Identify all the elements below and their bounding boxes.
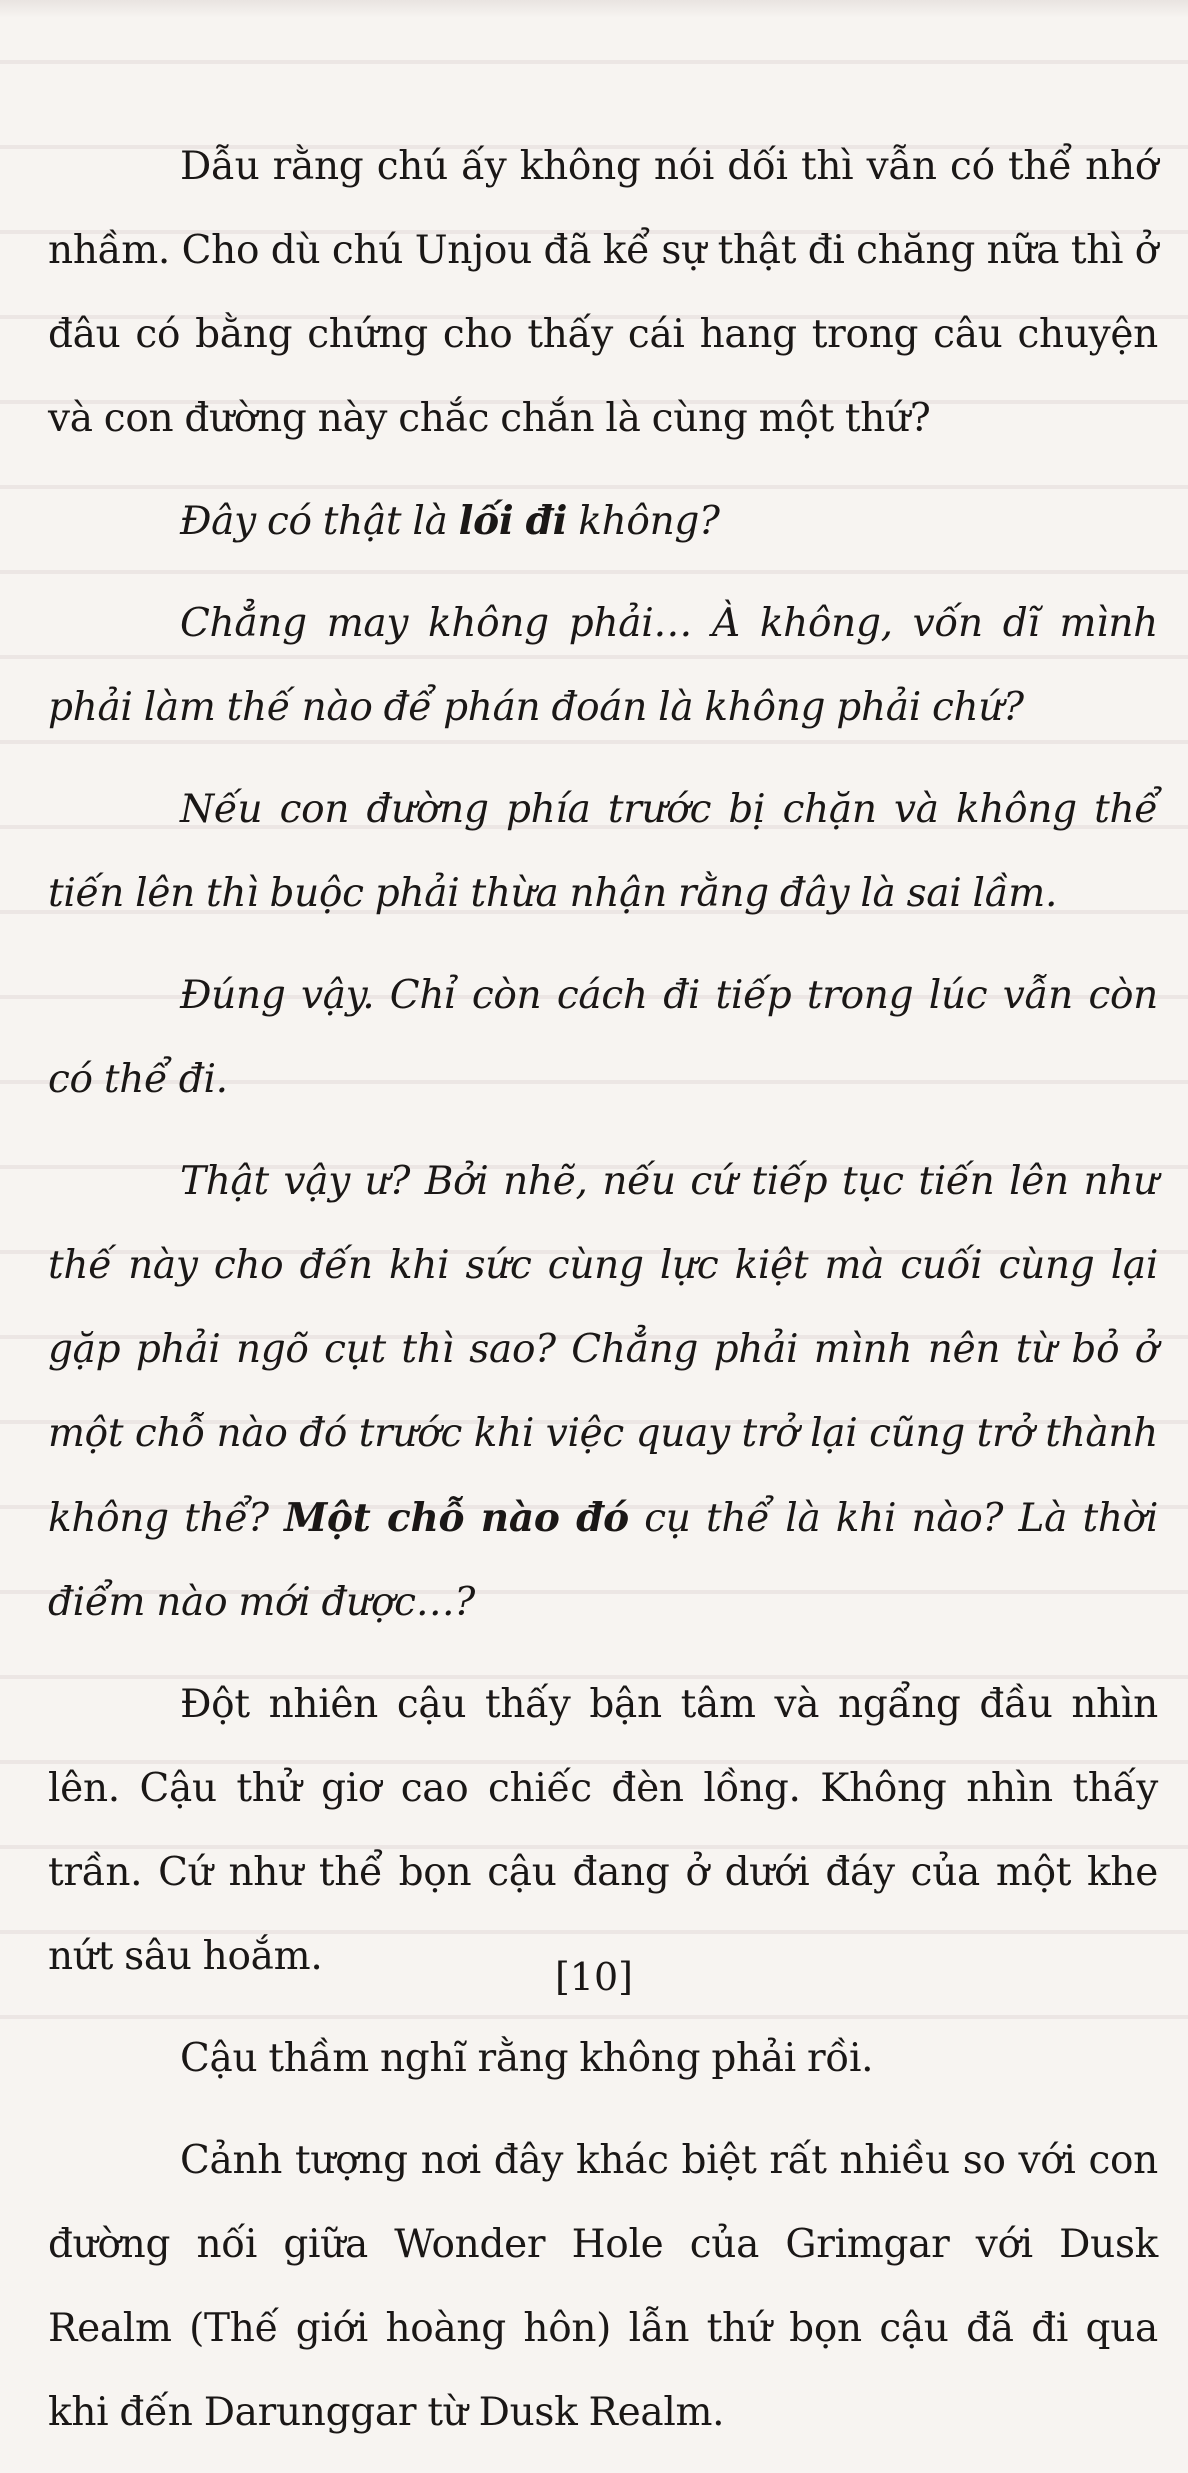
paragraph-5 <box>48 954 1158 1122</box>
paragraph-2-emphasis: lối đi <box>458 498 568 544</box>
paragraph-3 <box>48 582 1158 750</box>
paragraph-9-text: Cảnh tượng nơi đây khác biệt rất nhiều so với con đường nối giữa Wonder Hole của Grimgar với Dusk Realm (Thế giới hoàng hôn) lẫn thứ bọn cậu đã đi qua khi đến Darunggar từ Dusk Realm. <box>48 2138 1158 2435</box>
paragraph-4 <box>48 768 1158 936</box>
paragraph-6-emphasis: Một chỗ nào đó <box>284 1495 629 1541</box>
paragraph-2-text-a: Đây có thật là <box>180 499 459 544</box>
paragraph-8-text: Cậu thầm nghĩ rằng không phải rồi. <box>180 2036 874 2081</box>
paragraph-1-text: Dẫu rằng chú ấy không nói dối thì vẫn có thể nhớ nhầm. Cho dù chú Unjou đã kể sự thật đi chăng nữa thì ở đâu có bằng chứng cho thấy cái hang trong câu chuyện và con đường này chắc chắn là cùng một thứ? <box>48 144 1158 441</box>
paragraph-6 <box>48 1140 1158 1645</box>
paragraph-4-text: Nếu con đường phía trước bị chặn và không thể tiến lên thì buộc phải thừa nhận rằng đây là sai lầm. <box>48 787 1158 916</box>
paragraph-2 <box>48 479 1158 564</box>
paragraph-5-text: Đúng vậy. Chỉ còn cách đi tiếp trong lúc vẫn còn có thể đi. <box>48 973 1158 1102</box>
paragraph-8 <box>48 2017 1158 2101</box>
paragraph-3-text: Chẳng may không phải… À không, vốn dĩ mình phải làm thế nào để phán đoán là không phải chứ? <box>48 601 1158 730</box>
paragraph-6-text-b: cụ thể là khi nào? Là thời điểm nào mới được…? <box>48 1496 1158 1625</box>
paragraph-9 <box>48 2119 1158 2455</box>
page-number: [10] <box>554 1955 633 1999</box>
paragraph-6-text-a: Thật vậy ư? Bởi nhẽ, nếu cứ tiếp tục tiến lên như thế này cho đến khi sức cùng lực kiệt mà cuối cùng lại gặp phải ngõ cụt thì sao? Chẳng phải mình nên từ bỏ ở một chỗ nào đó trước khi việc quay trở lại cũng trở thành không thể? <box>48 1159 1158 1541</box>
page-top-edge <box>0 0 1188 18</box>
paragraph-1 <box>48 125 1158 461</box>
paragraph-7-text: Đột nhiên cậu thấy bận tâm và ngẩng đầu nhìn lên. Cậu thử giơ cao chiếc đèn lồng. Không nhìn thấy trần. Cứ như thể bọn cậu đang ở dưới đáy của một khe nứt sâu hoắm. <box>48 1682 1158 1979</box>
page-body <box>48 125 1158 2473</box>
paragraph-2-text-b: không? <box>567 499 720 544</box>
paragraph-7 <box>48 1663 1158 1999</box>
